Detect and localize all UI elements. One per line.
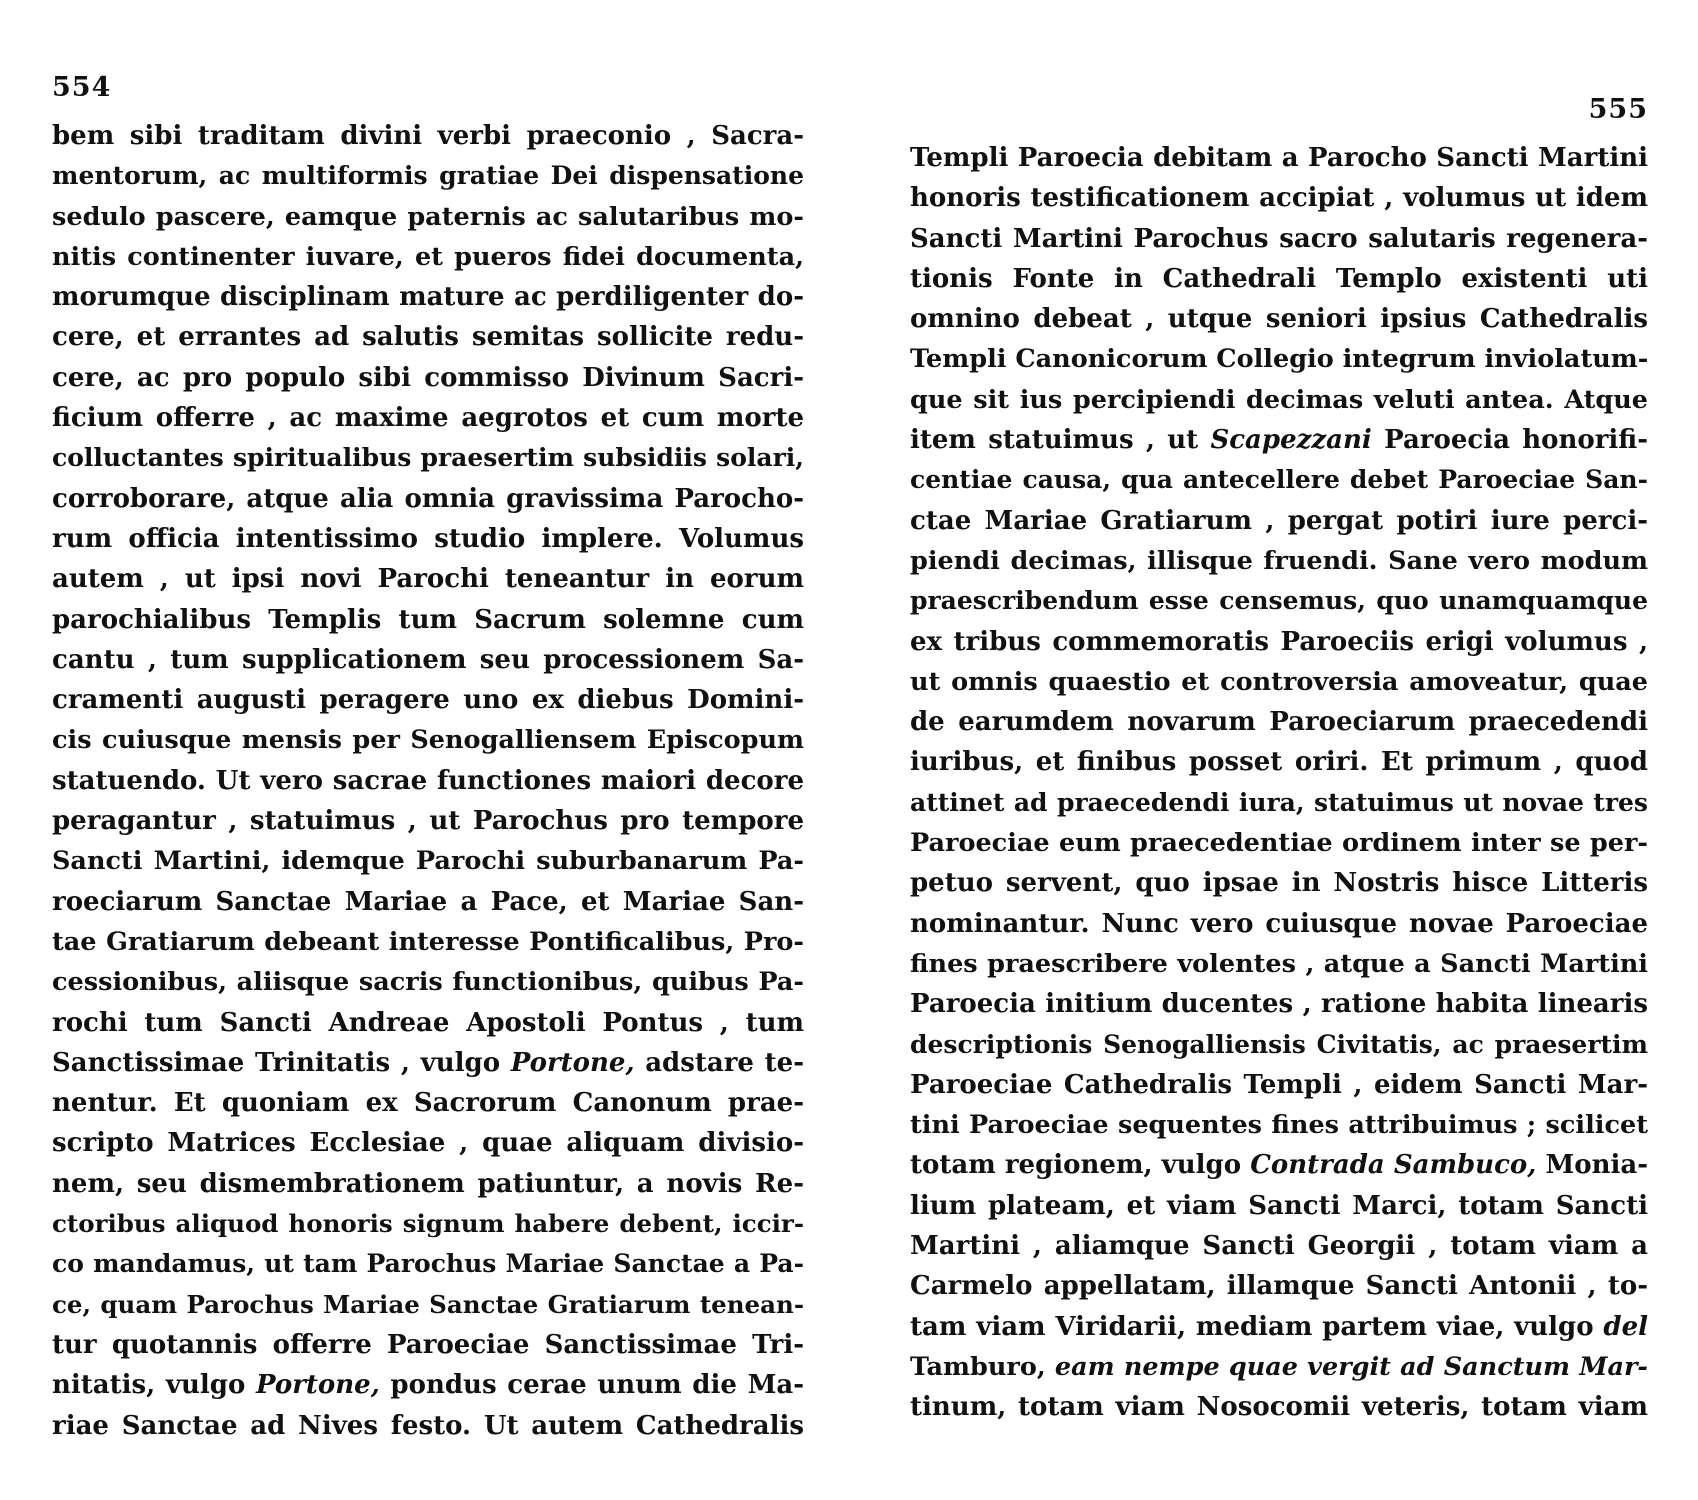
- line-segment: totam regionem, vulgo: [910, 1150, 1251, 1181]
- text-line: [910, 460, 1648, 500]
- text-line: [52, 1285, 804, 1325]
- text-line: [910, 541, 1648, 581]
- line-segment: pondus cerae unum die Ma-: [379, 1370, 804, 1401]
- line-segment: nentur. Et quoniam ex Sacrorum Canonum prae-: [52, 1088, 804, 1119]
- line-segment: nitatis, vulgo: [52, 1370, 256, 1401]
- line-segment: ce, quam Parochus Mariae Sanctae Gratiarum tenean-: [52, 1289, 804, 1319]
- text-line: [910, 1065, 1648, 1105]
- line-segment: ut omnis quaestio et controversia amoveatur, quae: [910, 666, 1648, 697]
- text-line: [52, 680, 804, 720]
- text-line: [52, 559, 804, 599]
- line-segment: corroborare, atque alia omnia gravissima Parocho-: [52, 483, 804, 514]
- text-line: [52, 600, 804, 640]
- text-line: [910, 944, 1648, 984]
- text-line: [52, 1123, 804, 1163]
- text-line: [910, 1307, 1648, 1347]
- line-segment: Sancti Martini Parochus sacro salutaris regenera-: [910, 223, 1648, 254]
- text-line: [910, 339, 1648, 379]
- text-line: [52, 438, 804, 478]
- text-line: [52, 882, 804, 922]
- line-segment: cantu , tum supplicationem seu processionem Sa-: [52, 644, 804, 675]
- line-segment: Tamburo,: [910, 1351, 1046, 1382]
- line-segment: praescribendum esse censemus, quo unamquamque: [910, 586, 1648, 616]
- line-segment: tini Paroeciae sequentes fines attribuimus ; scilicet: [910, 1110, 1648, 1141]
- line-segment: cere, et errantes ad salutis semitas sollicite redu-: [52, 322, 804, 353]
- text-line: [910, 1347, 1648, 1387]
- line-segment: attinet ad praecedendi iura, statuimus ut novae tres: [910, 787, 1648, 817]
- line-segment: autem , ut ipsi novi Parochi teneantur in eorum: [52, 564, 804, 595]
- text-line: [52, 237, 804, 277]
- line-segment: morumque disciplinam mature ac perdiligenter do-: [52, 282, 804, 313]
- line-segment: statuendo. Ut vero sacrae functiones maiori decore: [52, 765, 804, 796]
- text-line: [52, 640, 804, 680]
- text-line: [52, 197, 804, 237]
- line-segment: tur quotannis offerre Paroeciae Sanctissimae Tri-: [52, 1329, 804, 1360]
- text-line: [52, 801, 804, 841]
- text-line: [52, 519, 804, 559]
- text-line: [52, 1365, 804, 1405]
- line-segment: item statuimus , ut: [910, 425, 1211, 456]
- right-page-text: [910, 138, 1648, 1428]
- line-segment: colluctantes spiritualibus praesertim subsidiis solari,: [52, 443, 804, 473]
- text-line: [52, 479, 804, 519]
- text-line: [910, 622, 1648, 662]
- text-line: [52, 398, 804, 438]
- text-line: [52, 1325, 804, 1365]
- line-segment: fines praescribere volentes , atque a Sancti Martini: [910, 948, 1648, 979]
- line-segment: honoris testificationem accipiat , volumus ut idem: [910, 183, 1648, 214]
- line-segment: ficium offerre , ac maxime aegrotos et cum morte: [52, 403, 804, 434]
- line-segment: tam viam Viridarii, mediam partem viae, vulgo: [910, 1311, 1604, 1342]
- line-segment: Paroecia honorifi-: [1371, 425, 1648, 456]
- line-segment: bem sibi traditam divini verbi praeconio , Sacra-: [52, 121, 804, 151]
- line-segment: centiae causa, qua antecellere debet Paroeciae San-: [910, 465, 1648, 495]
- line-segment: mentorum, ac multiformis gratiae Dei dispensatione: [52, 161, 804, 191]
- text-line: [52, 922, 804, 962]
- text-line: [52, 277, 804, 317]
- line-segment: Templi Paroecia debitam a Parocho Sancti Martini: [910, 143, 1648, 173]
- page-number-right: 555: [1588, 94, 1648, 125]
- line-segment: Carmelo appellatam, illamque Sancti Antonii , to-: [910, 1271, 1648, 1302]
- text-line: [910, 501, 1648, 541]
- text-line: [52, 1244, 804, 1284]
- line-segment: riae Sanctae ad Nives festo. Ut autem Cathedralis: [52, 1410, 804, 1441]
- text-line: [910, 138, 1648, 178]
- line-segment: cessionibus, aliisque sacris functionibus, quibus Pa-: [52, 967, 804, 998]
- italic-term: Contrada Sambuco,: [1250, 1150, 1537, 1181]
- text-line: [910, 299, 1648, 339]
- text-line: [52, 1083, 804, 1123]
- text-line: [910, 904, 1648, 944]
- text-line: [52, 358, 804, 398]
- line-segment: tae Gratiarum debeant interesse Pontificalibus, Pro-: [52, 926, 804, 957]
- line-segment: tinum, totam viam Nosocomii veteris, totam viam: [910, 1392, 1648, 1423]
- line-segment: Paroecia initium ducentes , ratione habita linearis: [910, 989, 1648, 1020]
- text-line: [910, 823, 1648, 863]
- line-segment: Paroeciae eum praecedentiae ordinem inter se per-: [910, 828, 1648, 859]
- line-segment: nominantur. Nunc vero cuiusque novae Paroeciae: [910, 908, 1648, 939]
- text-line: [52, 317, 804, 357]
- line-segment: Monia-: [1536, 1150, 1648, 1181]
- line-segment: iuribus, et finibus posset oriri. Et primum , quod: [910, 747, 1648, 778]
- text-line: [52, 1164, 804, 1204]
- text-line: [910, 1145, 1648, 1185]
- line-segment: roeciarum Sanctae Mariae a Pace, et Mariae San-: [52, 886, 804, 917]
- line-segment: omnino debeat , utque seniori ipsius Cathedralis: [910, 304, 1648, 335]
- text-line: [910, 581, 1648, 621]
- text-line: [910, 259, 1648, 299]
- text-line: [910, 783, 1648, 823]
- line-segment: de earumdem novarum Paroeciarum praecedendi: [910, 707, 1648, 738]
- text-line: [52, 720, 804, 760]
- text-line: [52, 1406, 804, 1446]
- line-segment: Sanctissimae Trinitatis , vulgo: [52, 1047, 511, 1078]
- line-segment: cis cuiusque mensis per Senogalliensem Episcopum: [52, 725, 804, 756]
- text-line: [52, 1003, 804, 1043]
- text-line: [910, 1387, 1648, 1427]
- line-segment: tionis Fonte in Cathedrali Templo existenti uti: [910, 263, 1648, 294]
- line-segment: sedulo pascere, eamque paternis ac salutaribus mo-: [52, 201, 804, 232]
- left-page-text: [52, 116, 804, 1446]
- italic-term: Scapezzani: [1210, 425, 1372, 456]
- text-line: [910, 1186, 1648, 1226]
- text-line: [910, 1025, 1648, 1065]
- text-line: [910, 178, 1648, 218]
- line-segment: peragantur , statuimus , ut Parochus pro tempore: [52, 806, 804, 837]
- line-segment: descriptionis Senogalliensis Civitatis, ac praesertim: [910, 1029, 1648, 1059]
- text-line: [910, 863, 1648, 903]
- line-segment: nitis continenter iuvare, et pueros fidei documenta,: [52, 241, 804, 272]
- line-segment: rum officia intentissimo studio implere. Volumus: [52, 523, 804, 554]
- line-segment: rochi tum Sancti Andreae Apostoli Pontus , tum: [52, 1007, 804, 1038]
- text-line: [52, 1204, 804, 1244]
- italic-term: eam nempe quae vergit ad Sanctum Mar-: [1045, 1351, 1648, 1382]
- text-line: [910, 702, 1648, 742]
- line-segment: adstare te-: [634, 1047, 804, 1078]
- text-line: [910, 1105, 1648, 1145]
- text-line: [910, 1266, 1648, 1306]
- line-segment: Templi Canonicorum Collegio integrum inviolatum-: [910, 344, 1649, 375]
- line-segment: Sancti Martini, idemque Parochi suburbanarum Pa-: [52, 846, 804, 877]
- line-segment: piendi decimas, illisque fruendi. Sane vero modum: [910, 545, 1648, 576]
- text-line: [52, 761, 804, 801]
- text-line: [910, 742, 1648, 782]
- text-line: [910, 1226, 1648, 1266]
- line-segment: Martini , aliamque Sancti Georgii , totam viam a: [910, 1231, 1648, 1262]
- line-segment: que sit ius percipiendi decimas veluti antea. Atque: [910, 384, 1648, 415]
- line-segment: cramenti augusti peragere uno ex diebus Domini-: [52, 685, 804, 716]
- text-line: [52, 116, 804, 156]
- text-line: [910, 380, 1648, 420]
- line-segment: ctae Mariae Gratiarum , pergat potiri iure perci-: [910, 505, 1648, 536]
- text-line: [910, 219, 1648, 259]
- line-segment: cere, ac pro populo sibi commisso Divinum Sacri-: [52, 362, 804, 393]
- line-segment: petuo servent, quo ipsae in Nostris hisce Litteris: [910, 868, 1648, 899]
- italic-term: Portone,: [510, 1047, 635, 1078]
- line-segment: lium plateam, et viam Sancti Marci, totam Sancti: [910, 1190, 1648, 1221]
- text-line: [910, 420, 1648, 460]
- text-line: [52, 156, 804, 196]
- text-line: [52, 841, 804, 881]
- text-line: [910, 984, 1648, 1024]
- line-segment: ex tribus commemoratis Paroeciis erigi volumus ,: [910, 626, 1648, 657]
- page-number-left: 554: [52, 72, 112, 103]
- italic-term: Portone,: [256, 1370, 380, 1401]
- text-line: [52, 1043, 804, 1083]
- line-segment: co mandamus, ut tam Parochus Mariae Sanctae a Pa-: [52, 1249, 804, 1279]
- text-line: [52, 962, 804, 1002]
- text-line: [910, 662, 1648, 702]
- line-segment: scripto Matrices Ecclesiae , quae aliquam divisio-: [52, 1128, 804, 1159]
- line-segment: Paroeciae Cathedralis Templi , eidem Sancti Mar-: [910, 1069, 1648, 1100]
- line-segment: nem, seu dismembrationem patiuntur, a novis Re-: [52, 1168, 804, 1199]
- line-segment: parochialibus Templis tum Sacrum solemne cum: [52, 604, 804, 635]
- line-segment: ctoribus aliquod honoris signum habere debent, iccir-: [52, 1209, 804, 1239]
- italic-term: del: [1603, 1311, 1648, 1342]
